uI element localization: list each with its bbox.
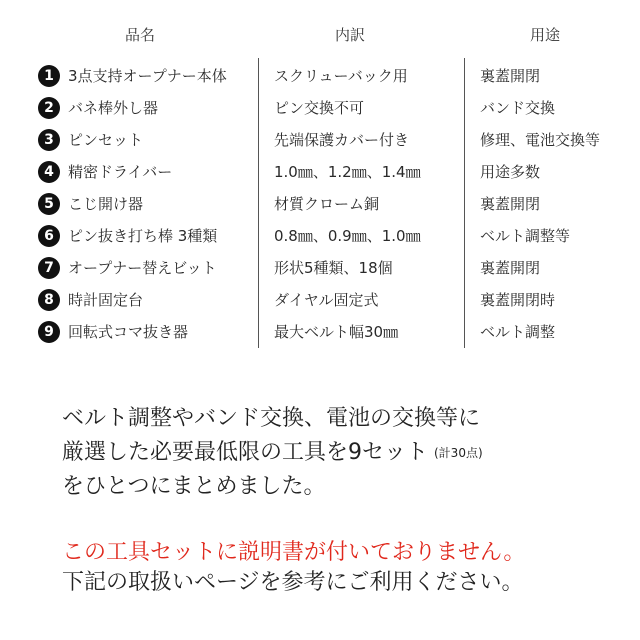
item-name: 精密ドライバー bbox=[68, 163, 173, 181]
item-name: ピンセット bbox=[68, 131, 144, 149]
item-usage: 修理、電池交換等 bbox=[480, 131, 601, 149]
number-badge: 2 bbox=[38, 97, 60, 119]
item-detail: 形状5種類、18個 bbox=[274, 259, 393, 277]
header-usage: 用途 bbox=[529, 26, 560, 44]
no-manual-warning: この工具セットに説明書が付いておりません。 bbox=[62, 540, 526, 565]
item-detail: ピン交換不可 bbox=[274, 99, 365, 117]
item-detail: スクリューバック用 bbox=[274, 67, 408, 85]
item-detail: 最大ベルト幅30㎜ bbox=[274, 323, 399, 341]
total-count-note: (計30点) bbox=[434, 446, 483, 460]
item-usage: 裏蓋開閉 bbox=[480, 67, 541, 85]
table-row bbox=[0, 220, 640, 252]
item-detail: 先端保護カバー付き bbox=[274, 131, 410, 149]
item-name: オープナー替えビット bbox=[68, 259, 217, 277]
table-row bbox=[0, 124, 640, 156]
header-item-name: 品名 bbox=[124, 26, 155, 44]
item-usage: バンド交換 bbox=[480, 99, 556, 117]
table-row bbox=[0, 92, 640, 124]
table-row bbox=[0, 284, 640, 316]
item-usage: ベルト調整 bbox=[480, 323, 556, 341]
item-name: 3点支持オープナー本体 bbox=[68, 67, 227, 85]
item-detail: ダイヤル固定式 bbox=[274, 291, 379, 309]
item-usage: 裏蓋開閉 bbox=[480, 259, 541, 277]
item-detail: 0.8㎜、0.9㎜、1.0㎜ bbox=[274, 227, 421, 245]
description-line-2-text: 厳選した必要最低限の工具を9セット bbox=[62, 440, 428, 465]
item-detail: 材質クローム銅 bbox=[274, 195, 380, 213]
number-badge: 3 bbox=[38, 129, 60, 151]
item-name: バネ棒外し器 bbox=[68, 99, 159, 117]
item-usage: ベルト調整等 bbox=[480, 227, 571, 245]
number-badge: 8 bbox=[38, 289, 60, 311]
item-name: 回転式コマ抜き器 bbox=[68, 323, 189, 341]
description-line-2 bbox=[62, 436, 483, 470]
table-row bbox=[0, 252, 640, 284]
table-row bbox=[0, 188, 640, 220]
description-line-3: をひとつにまとめました。 bbox=[62, 474, 326, 499]
item-name: ピン抜き打ち棒 3種類 bbox=[68, 227, 218, 245]
number-badge: 9 bbox=[38, 321, 60, 343]
item-detail: 1.0㎜、1.2㎜、1.4㎜ bbox=[274, 163, 421, 181]
number-badge: 7 bbox=[38, 257, 60, 279]
item-name: こじ開け器 bbox=[68, 195, 144, 213]
item-usage: 裏蓋開閉時 bbox=[480, 291, 556, 309]
item-name: 時計固定台 bbox=[68, 291, 144, 309]
table-row bbox=[0, 316, 640, 348]
number-badge: 4 bbox=[38, 161, 60, 183]
number-badge: 5 bbox=[38, 193, 60, 215]
table-row bbox=[0, 156, 640, 188]
item-usage: 裏蓋開閉 bbox=[480, 195, 541, 213]
refer-to-page-note: 下記の取扱いページを参考にご利用ください。 bbox=[62, 570, 524, 595]
number-badge: 6 bbox=[38, 225, 60, 247]
header-breakdown: 内訳 bbox=[334, 26, 365, 44]
item-usage: 用途多数 bbox=[480, 163, 541, 181]
description-line-1: ベルト調整やバンド交換、電池の交換等に bbox=[62, 406, 481, 431]
table-row bbox=[0, 60, 640, 92]
number-badge: 1 bbox=[38, 65, 60, 87]
